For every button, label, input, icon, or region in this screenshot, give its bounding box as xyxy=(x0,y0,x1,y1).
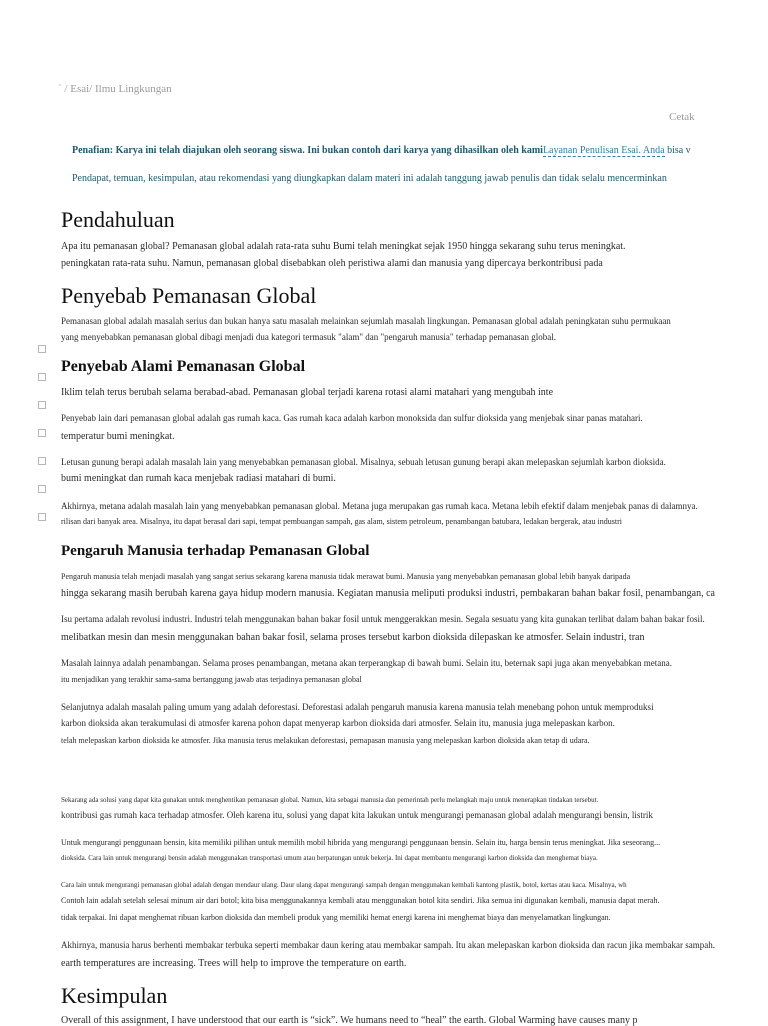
paragraph-line: Masalah lainnya adalah penambangan. Selama proses penambangan, metana akan terperangkap di bawah bumi. Selain itu, beternak sapi juga akan menyebabkan metana. xyxy=(61,658,673,668)
intro-heading: Pendahuluan xyxy=(61,207,175,232)
paragraph-line: Overall of this assignment, I have understood that our earth is “sick”. We humans need to “heal” the earth. Global Warming have causes many p xyxy=(61,1015,638,1026)
paragraph-line: Apa itu pemanasan global? Pemanasan global adalah rata-rata suhu Bumi telah meningkat sejak 1950 hingga sekarang suhu terus meningkat. xyxy=(61,241,626,252)
causes-heading: Penyebab Pemanasan Global xyxy=(61,283,317,308)
breadcrumb xyxy=(58,83,172,95)
paragraph-line: karbon dioksida akan terakumulasi di atmosfer karena pohon dapat menyerap karbon dioksida dari atmosfer. Selain itu, manusia juga melepaskan karbon. xyxy=(61,718,615,728)
disclaimer-tail: bisa v xyxy=(664,145,691,156)
paragraph-line: bumi meningkat dan rumah kaca menjebak radiasi matahari di bumi. xyxy=(61,473,336,484)
paragraph-line: melibatkan mesin dan mesin menggunakan bahan bakar fosil, selama proses tersebut karbon dioksida dilepaskan ke atmosfer. Selain industri, tran xyxy=(61,632,645,643)
disclaimer xyxy=(72,145,691,156)
paragraph-line: Selanjutnya adalah masalah paling umum yang adalah deforestasi. Deforestasi adalah pengaruh manusia karena manusia telah menebang pohon untuk memproduksi xyxy=(61,702,654,712)
essay-service-link[interactable]: Layanan Penulisan Esai. Anda xyxy=(542,145,665,156)
share-icon[interactable] xyxy=(38,373,46,381)
home-icon[interactable]: ` xyxy=(58,83,62,95)
paragraph-line: dioksida. Cara lain untuk mengurangi bensin adalah menggunakan transportasi umum atau berpatungan untuk bekerja. Ini dapat membantu mengurangi karbon dioksida dan menghemat biaya. xyxy=(61,854,598,862)
share-icon[interactable] xyxy=(38,457,46,465)
paragraph-line: Sekarang ada solusi yang dapat kita gunakan untuk menghentikan pemanasan global. Namun, kita sebagai manusia dan pemerintah perlu melangkah maju untuk menerapkan tindakan tersebut. xyxy=(61,796,599,804)
paragraph-line: hingga sekarang masih berubah karena gaya hidup modern manusia. Kegiatan manusia meliputi produksi industri, pembakaran bahan bakar fosil, penambangan, ca xyxy=(61,588,715,599)
paragraph-line: temperatur bumi meningkat. xyxy=(61,431,175,442)
paragraph-line: yang menyebabkan pemanasan global dibagi menjadi dua kategori termasuk "alam" dan "pengaruh manusia" terhadap pemanasan global. xyxy=(61,332,557,342)
paragraph-line: tidak terpakai. Ini dapat menghemat ribuan karbon dioksida dan membeli produk yang memiliki hemat energi karena ini menghemat biaya dan menyelamatkan lingkungan. xyxy=(61,913,611,922)
share-sidebar xyxy=(38,345,52,541)
paragraph-line: kontribusi gas rumah kaca terhadap atmosfer. Oleh karena itu, solusi yang dapat kita lakukan untuk mengurangi pemanasan global adalah mengurangi bensin, listrik xyxy=(61,810,653,820)
paragraph-line: Pemanasan global adalah masalah serius dan bukan hanya satu masalah melainkan sejumlah masalah lingkungan. Pemanasan global adalah peningkatan suhu permukaan xyxy=(61,316,671,326)
share-icon[interactable] xyxy=(38,485,46,493)
opinion-note: Pendapat, temuan, kesimpulan, atau rekomendasi yang diungkapkan dalam materi ini adalah tanggung jawab penulis dan tidak selalu mencerminkan xyxy=(72,173,667,184)
conclusion-heading: Kesimpulan xyxy=(61,983,168,1008)
disclaimer-bold: Penafian: Karya ini telah diajukan oleh seorang siswa. Ini bukan contoh dari karya yang dihasilkan oleh kami xyxy=(72,145,543,156)
human-influence-heading: Pengaruh Manusia terhadap Pemanasan Global xyxy=(61,543,370,559)
paragraph-line: earth temperatures are increasing. Trees will help to improve the temperature on earth. xyxy=(61,958,407,969)
paragraph-line: Iklim telah terus berubah selama berabad-abad. Pemanasan global terjadi karena rotasi alami matahari yang mengubah inte xyxy=(61,387,554,398)
paragraph-line: Cara lain untuk mengurangi pemanasan global adalah dengan mendaur ulang. Daur ulang dapat mengurangi sampah dengan menggunakan kembali kantong plastik, botol, kertas atau kaca. Misalnya, wh xyxy=(61,881,627,889)
paragraph-line: Akhirnya, manusia harus berhenti membakar terbuka seperti membakar daun kering atau membakar sampah. Itu akan melepaskan karbon dioksida dan racun jika membakar sampah. xyxy=(61,940,716,950)
paragraph-line: Penyebab lain dari pemanasan global adalah gas rumah kaca. Gas rumah kaca adalah karbon monoksida dan sulfur dioksida yang menjebak sinar panas matahari. xyxy=(61,413,643,423)
share-icon[interactable] xyxy=(38,429,46,437)
print-button[interactable]: Cetak xyxy=(669,111,695,123)
paragraph-line: Contoh lain adalah setelah selesai minum air dari botol; kita bisa menggunakannya kembali atau menggunakan botol kita sendiri. Jika semua ini digunakan kembali, manusia dapat merah. xyxy=(61,896,660,905)
paragraph-line: itu menjadikan yang terakhir sama-sama bertanggung jawab atas terjadinya pemanasan global xyxy=(61,675,362,684)
breadcrumb-path[interactable]: / Esai/ Ilmu Lingkungan xyxy=(61,83,172,95)
paragraph-line: peningkatan rata-rata suhu. Namun, pemanasan global disebabkan oleh peristiwa alami dan manusia yang dipercaya berkontribusi pada xyxy=(61,258,603,269)
paragraph-line: Akhirnya, metana adalah masalah lain yang menyebabkan pemanasan global. Metana juga merupakan gas rumah kaca. Metana lebih efektif dalam menjebak panas di dalamnya. xyxy=(61,501,698,511)
paragraph-line: Letusan gunung berapi adalah masalah lain yang menyebabkan pemanasan global. Misalnya, sebuah letusan gunung berapi akan melepaskan sejumlah karbon dioksida. xyxy=(61,457,666,467)
paragraph-line: Isu pertama adalah revolusi industri. Industri telah menggunakan bahan bakar fosil untuk menggerakkan mesin. Segala sesuatu yang kita gunakan terlibat dalam bahan bakar fosil. xyxy=(61,614,705,624)
paragraph-line: rilisan dari banyak area. Misalnya, itu dapat berasal dari sapi, tempat pembuangan sampah, gas alam, sistem petroleum, penambangan batubara, ledakan bergerak, atau industri xyxy=(61,517,622,526)
paragraph-line: telah melepaskan karbon dioksida ke atmosfer. Jika manusia terus melakukan deforestasi, pernapasan manusia yang melepaskan karbon dioksida akan tetap di udara. xyxy=(61,736,590,745)
natural-causes-heading: Penyebab Alami Pemanasan Global xyxy=(61,358,306,375)
share-icon[interactable] xyxy=(38,345,46,353)
paragraph-line: Untuk mengurangi penggunaan bensin, kita memiliki pilihan untuk memilih mobil hibrida yang mengurangi penggunaan bensin. Selain itu, harga bensin terus meningkat. Jika seseorang... xyxy=(61,838,661,847)
share-icon[interactable] xyxy=(38,513,46,521)
paragraph-line: Pengaruh manusia telah menjadi masalah yang sangat serius sekarang karena manusia tidak merawat bumi. Manusia yang menyebabkan pemanasan global lebih banyak daripada xyxy=(61,572,631,581)
share-icon[interactable] xyxy=(38,401,46,409)
